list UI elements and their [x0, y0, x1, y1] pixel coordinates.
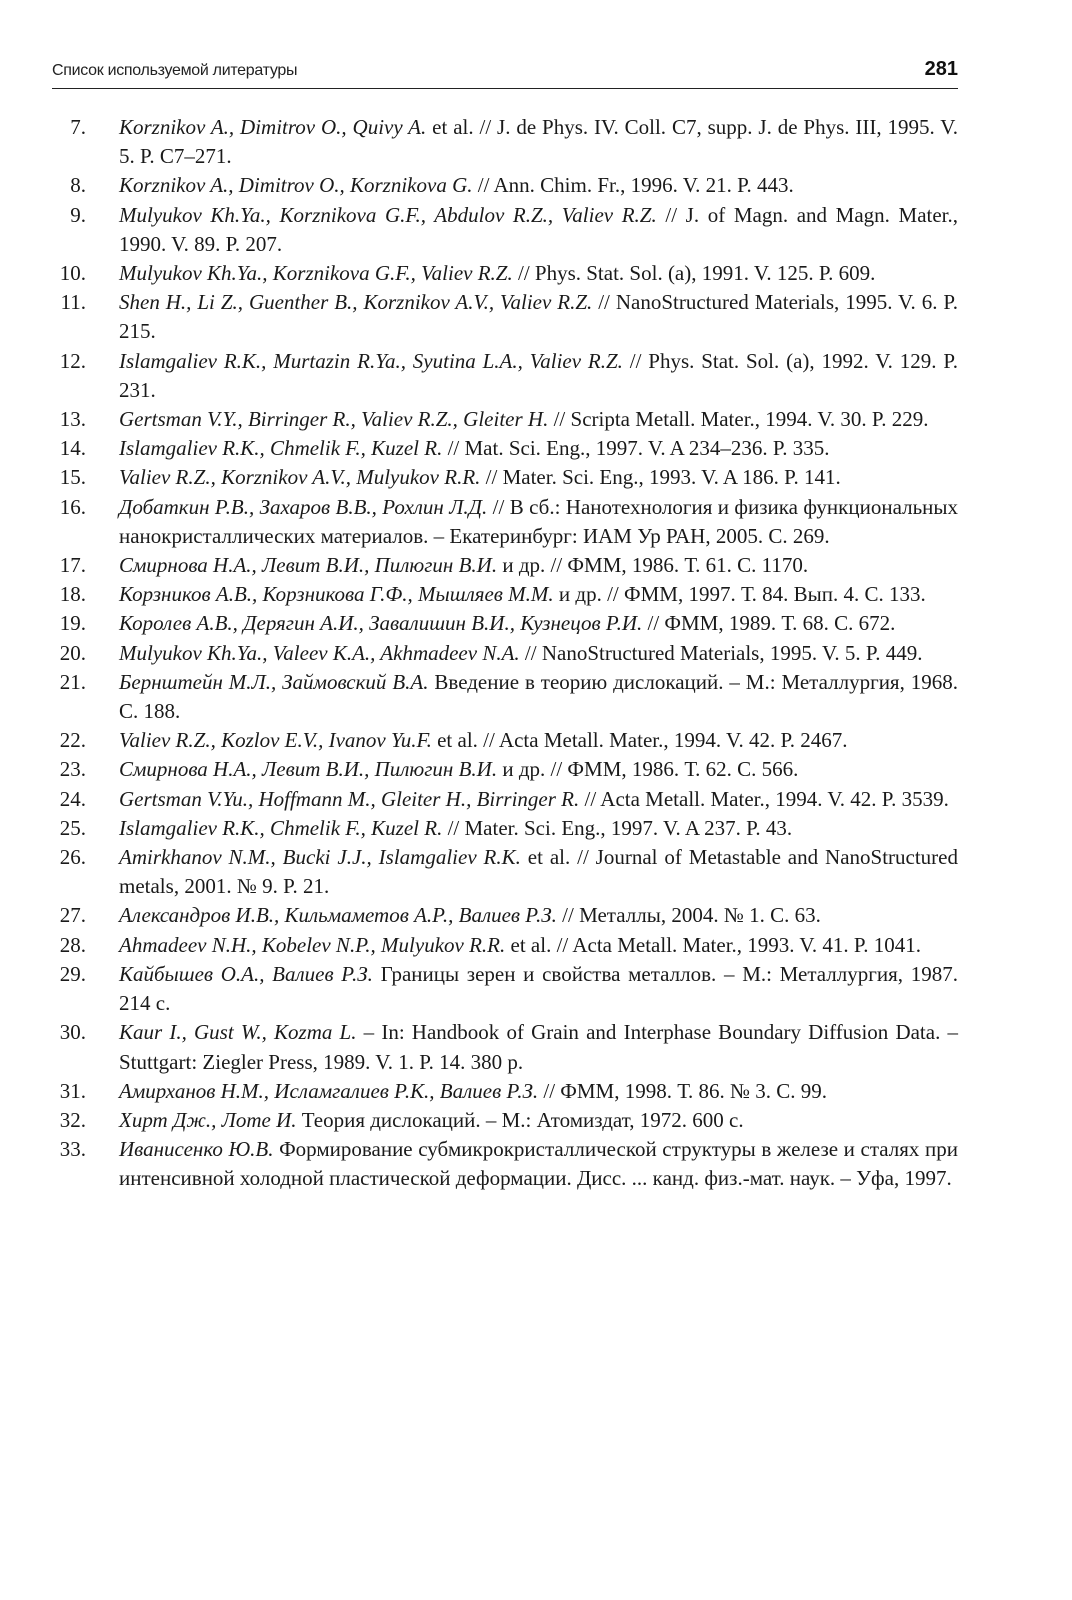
reference-details: // В сб.: Нанотехнология и физика функциональных нанокристаллических материалов. – Екатеринбург: ИАМ Ур РАН, 2005. С. 269.	[119, 494, 958, 548]
reference-number: 20.	[59, 640, 86, 665]
reference-number: 18.	[59, 582, 86, 607]
reference-authors: Королев А.В., Дерягин А.И., Завалишин В.И., Кузнецов Р.И.	[119, 611, 643, 636]
reference-authors: Смирнова Н.А., Левит В.И., Пилюгин В.И.	[119, 757, 498, 782]
reference-details: et al. // Acta Metall. Mater., 1993. V. 41. P. 1041.	[505, 932, 921, 957]
reference-authors: Gertsman V.Yu., Hoffmann M., Gleiter H., Birringer R.	[119, 786, 580, 811]
reference-item	[46, 814, 958, 843]
reference-number: 31.	[59, 1078, 86, 1103]
reference-details: // Mat. Sci. Eng., 1997. V. A 234–236. P. 335.	[442, 436, 830, 461]
reference-details: // Mater. Sci. Eng., 1997. V. A 237. P. 43.	[442, 815, 793, 840]
reference-authors: Islamgaliev R.K., Murtazin R.Ya., Syutina L.A., Valiev R.Z.	[119, 348, 623, 373]
reference-authors: Mulyukov Kh.Ya., Valeev K.A., Akhmadeev N.A.	[119, 640, 520, 665]
reference-number: 11.	[60, 290, 86, 315]
reference-authors: Korznikov A., Dimitrov O., Quivy A.	[119, 115, 427, 139]
reference-number: 22.	[59, 728, 86, 753]
reference-item	[46, 113, 958, 171]
reference-authors: Mulyukov Kh.Ya., Korznikova G.F., Abdulov R.Z., Valiev R.Z.	[119, 202, 657, 227]
reference-item	[46, 639, 958, 668]
reference-authors: Islamgaliev R.K., Chmelik F., Kuzel R.	[119, 436, 443, 461]
reference-details: // Металлы, 2004. № 1. С. 63.	[556, 903, 821, 928]
reference-number: 12.	[59, 348, 86, 373]
reference-authors: Shen H., Li Z., Guenther B., Korznikov A.V., Valiev R.Z.	[119, 290, 593, 315]
reference-item	[46, 755, 958, 784]
reference-authors: Кайбышев О.А., Валиев Р.З.	[119, 961, 373, 986]
reference-authors: Islamgaliev R.K., Chmelik F., Kuzel R.	[119, 815, 443, 840]
reference-details: // Phys. Stat. Sol. (a), 1992. V. 129. P. 231.	[119, 348, 958, 402]
reference-item	[46, 434, 958, 463]
reference-item	[46, 960, 958, 1018]
reference-number: 23.	[59, 757, 86, 782]
reference-authors: Valiev R.Z., Korznikov A.V., Mulyukov R.R.	[119, 465, 481, 490]
reference-number: 26.	[59, 845, 86, 870]
reference-authors: Добаткин Р.В., Захаров В.В., Рохлин Л.Д.	[119, 494, 488, 519]
reference-number: 32.	[59, 1107, 86, 1132]
reference-item	[46, 1135, 958, 1193]
reference-details: // NanoStructured Materials, 1995. V. 5. P. 449.	[519, 640, 923, 665]
reference-details: // J. of Magn. and Magn. Mater., 1990. V. 89. P. 207.	[119, 202, 958, 256]
reference-authors: Амирханов Н.М., Исламгалиев Р.К., Валиев Р.З.	[119, 1078, 539, 1103]
reference-number: 24.	[59, 786, 86, 811]
reference-details: Введение в теорию дислокаций. – М.: Металлургия, 1968. С. 188.	[119, 669, 958, 724]
reference-number: 15.	[59, 465, 86, 490]
reference-details: и др. // ФММ, 1986. Т. 62. С. 566.	[497, 757, 799, 782]
reference-item	[46, 1077, 958, 1106]
reference-item	[46, 843, 958, 901]
reference-authors: Gertsman V.Y., Birringer R., Valiev R.Z., Gleiter H.	[119, 407, 549, 432]
reference-item	[46, 347, 958, 405]
reference-details: Теория дислокаций. – М.: Атомиздат, 1972. 600 с.	[296, 1107, 744, 1132]
reference-number: 30.	[59, 1020, 86, 1045]
reference-item	[46, 259, 958, 288]
reference-details: // NanoStructured Materials, 1995. V. 6. P. 215.	[119, 290, 958, 344]
reference-list	[46, 113, 958, 1194]
reference-item	[46, 609, 958, 638]
reference-item	[46, 668, 958, 726]
reference-number: 16.	[59, 494, 86, 519]
reference-authors: Бернштейн М.Л., Займовский В.А.	[119, 669, 429, 694]
reference-details: // Mater. Sci. Eng., 1993. V. A 186. P. 141.	[480, 465, 841, 490]
reference-details: et al. // J. de Phys. IV. Coll. C7, supp. J. de Phys. III, 1995. V. 5. P. C7–271.	[119, 115, 958, 169]
section-title: Список используемой литературы	[52, 62, 298, 79]
reference-number: 27.	[59, 903, 86, 928]
reference-item	[46, 171, 958, 200]
reference-details: // Ann. Chim. Fr., 1996. V. 21. P. 443.	[472, 173, 794, 198]
reference-details: Формирование субмикрокристаллической структуры в железе и сталях при интенсивной холодной пластической деформации. Дисс. ... канд. физ.-мат. наук. – Уфа, 1997.	[119, 1137, 958, 1191]
reference-details: // Acta Metall. Mater., 1994. V. 42. P. 3539.	[579, 786, 949, 811]
reference-number: 17.	[59, 553, 86, 578]
reference-number: 9.	[70, 202, 86, 227]
reference-details: – In: Handbook of Grain and Interphase Boundary Diffusion Data. – Stuttgart: Ziegler Press, 1989. V. 1. P. 14. 380 p.	[119, 1020, 958, 1074]
reference-details: et al. // Acta Metall. Mater., 1994. V. 42. P. 2467.	[431, 728, 848, 753]
reference-item	[46, 493, 958, 551]
reference-number: 13.	[59, 407, 86, 432]
reference-item	[46, 580, 958, 609]
reference-item	[46, 201, 958, 259]
page-number: 281	[924, 58, 958, 80]
reference-authors: Korznikov A., Dimitrov O., Korznikova G.	[119, 173, 473, 198]
reference-authors: Amirkhanov N.M., Bucki J.J., Islamgaliev R.K.	[119, 845, 521, 870]
reference-number: 10.	[59, 261, 86, 286]
reference-item	[46, 405, 958, 434]
reference-item	[46, 1106, 958, 1135]
reference-authors: Корзников А.В., Корзникова Г.Ф., Мышляев М.М.	[119, 582, 554, 607]
reference-details: // Scripta Metall. Mater., 1994. V. 30. P. 229.	[548, 407, 929, 432]
reference-number: 8.	[70, 173, 86, 198]
reference-details: и др. // ФММ, 1986. Т. 61. С. 1170.	[497, 553, 809, 578]
reference-details: // ФММ, 1989. Т. 68. С. 672.	[642, 611, 896, 636]
reference-number: 14.	[59, 436, 86, 461]
reference-number: 21.	[59, 669, 86, 694]
reference-authors: Ahmadeev N.H., Kobelev N.P., Mulyukov R.R.	[119, 932, 506, 957]
reference-item	[46, 901, 958, 930]
reference-details: и др. // ФММ, 1997. Т. 84. Вып. 4. С. 133.	[553, 582, 926, 607]
reference-number: 7.	[70, 115, 86, 139]
reference-item	[46, 551, 958, 580]
reference-authors: Александров И.В., Кильмаметов А.Р., Валиев Р.З.	[119, 903, 557, 928]
reference-details: Границы зерен и свойства металлов. – М.: Металлургия, 1987. 214 с.	[119, 961, 958, 1016]
reference-number: 33.	[59, 1137, 86, 1162]
reference-item	[46, 288, 958, 346]
running-header	[52, 58, 958, 89]
reference-authors: Хирт Дж., Лоте И.	[119, 1107, 297, 1132]
reference-item	[46, 931, 958, 960]
reference-details: // Phys. Stat. Sol. (a), 1991. V. 125. P. 609.	[512, 261, 876, 286]
reference-authors: Valiev R.Z., Kozlov E.V., Ivanov Yu.F.	[119, 728, 432, 753]
reference-item	[46, 785, 958, 814]
reference-item	[46, 463, 958, 492]
reference-authors: Иванисенко Ю.В.	[119, 1137, 274, 1162]
reference-details: et al. // Journal of Metastable and NanoStructured metals, 2001. № 9. P. 21.	[119, 845, 958, 899]
reference-number: 29.	[59, 961, 86, 986]
reference-number: 25.	[59, 815, 86, 840]
reference-details: // ФММ, 1998. Т. 86. № 3. С. 99.	[538, 1078, 827, 1103]
reference-authors: Mulyukov Kh.Ya., Korznikova G.F., Valiev R.Z.	[119, 261, 513, 286]
reference-number: 19.	[59, 611, 86, 636]
reference-authors: Смирнова Н.А., Левит В.И., Пилюгин В.И.	[119, 553, 498, 578]
reference-item	[46, 1018, 958, 1076]
reference-item	[46, 726, 958, 755]
reference-authors: Kaur I., Gust W., Kozma L.	[119, 1020, 357, 1045]
reference-number: 28.	[59, 932, 86, 957]
